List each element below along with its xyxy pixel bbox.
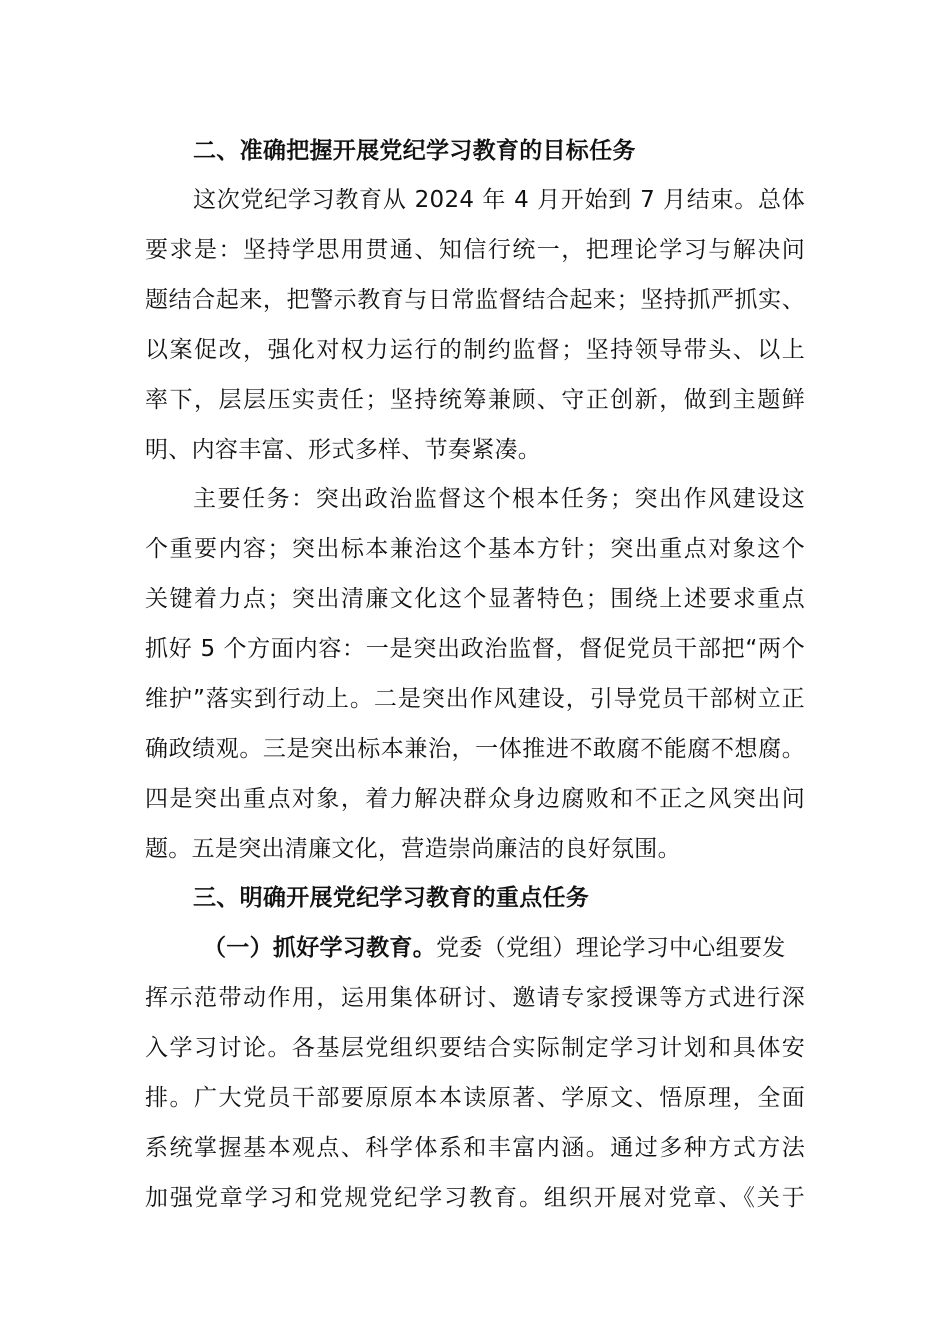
paragraph-line: 系统掌握基本观点、科学体系和丰富内涵。通过多种方式方法: [145, 1135, 805, 1161]
paragraph-line: 率下，层层压实责任；坚持统筹兼顾、守正创新，做到主题鲜: [145, 387, 805, 413]
paragraph-line: 主要任务：突出政治监督这个根本任务；突出作风建设这: [193, 486, 805, 512]
paragraph-line: 明、内容丰富、形式多样、节奏紧凑。: [145, 437, 542, 463]
paragraph-line: [203, 933, 805, 963]
paragraph-line: 个重要内容；突出标本兼治这个基本方针；突出重点对象这个: [145, 536, 805, 562]
section-heading-3: 三、明确开展党纪学习教育的重点任务: [193, 885, 590, 911]
paragraph-line: 四是突出重点对象，着力解决群众身边腐败和不正之风突出问: [145, 786, 805, 812]
paragraph-line: 挥示范带动作用，运用集体研讨、邀请专家授课等方式进行深: [145, 985, 805, 1011]
paragraph-line: 关键着力点；突出清廉文化这个显著特色；围绕上述要求重点: [145, 586, 805, 612]
paragraph-text: 党委（党组）理论学习中心组要发: [436, 935, 786, 961]
paragraph-line: 维护”落实到行动上。二是突出作风建设，引导党员干部树立正: [145, 686, 805, 712]
paragraph-line: 以案促改，强化对权力运行的制约监督；坚持领导带头、以上: [145, 337, 805, 363]
paragraph-line: 确政绩观。三是突出标本兼治，一体推进不敢腐不能腐不想腐。: [145, 736, 805, 762]
paragraph-line: 入学习讨论。各基层党组织要结合实际制定学习计划和具体安: [145, 1035, 805, 1061]
paragraph-line: 这次党纪学习教育从 2024 年 4 月开始到 7 月结束。总体: [193, 187, 805, 213]
paragraph-line: 题。五是突出清廉文化，营造崇尚廉洁的良好氛围。: [145, 836, 681, 862]
paragraph-line: 题结合起来，把警示教育与日常监督结合起来；坚持抓严抓实、: [145, 287, 805, 313]
section-heading-2: 二、准确把握开展党纪学习教育的目标任务: [193, 138, 636, 164]
paragraph-line: 排。广大党员干部要原原本本读原著、学原文、悟原理，全面: [145, 1085, 805, 1111]
paragraph-line: 加强党章学习和党规党纪学习教育。组织开展对党章、《关于: [145, 1185, 805, 1211]
subsection-lead: （一）抓好学习教育。: [203, 935, 436, 961]
paragraph-line: 抓好 5 个方面内容：一是突出政治监督，督促党员干部把“两个: [145, 636, 805, 662]
paragraph-line: 要求是：坚持学思用贯通、知信行统一，把理论学习与解决问: [145, 237, 805, 263]
